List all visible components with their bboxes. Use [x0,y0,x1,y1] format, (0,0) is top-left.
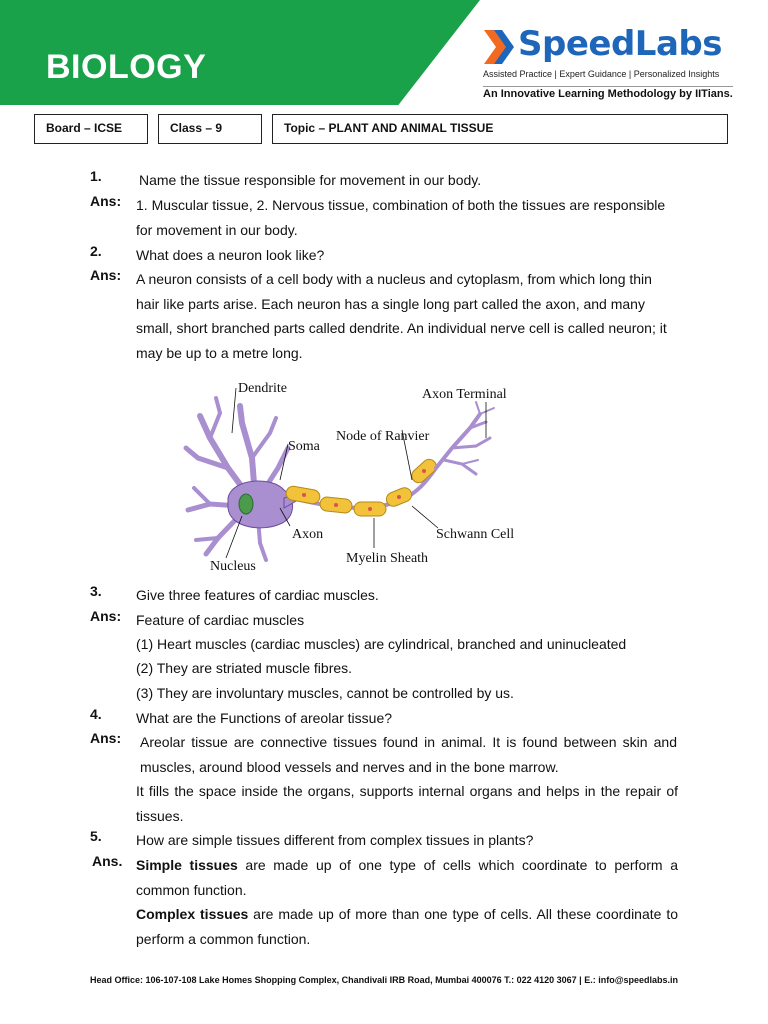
question-number: 4. [90,706,102,722]
label-dendrite: Dendrite [238,381,287,396]
label-axon: Axon [292,527,324,542]
simple-tissues-text: are made up of one type of cells which coordinate to perform a common function. [136,857,678,898]
answer-label: Ans. [92,853,123,869]
answer-intro: Feature of cardiac muscles [136,612,305,628]
question-text: What are the Functions of areolar tissue? [136,710,393,726]
board-box: Board – ICSE [34,114,148,144]
complex-tissues-text: are made up of more than one type of cells. All these coordinate to perform a common function. [136,906,678,947]
answer-text: 1. Muscular tissue, 2. Nervous tissue, combination of both the tissues are responsible for movement in our body. [136,197,666,238]
logo-tagline: Assisted Practice | Expert Guidance | Personalized Insights [483,69,720,79]
subject-title: BIOLOGY [46,48,207,86]
term-complex-tissues: Complex tissues [136,906,249,922]
question-text: Name the tissue responsible for movement in our body. [139,172,482,188]
question-number: 3. [90,583,102,599]
speedlabs-chevron-icon [482,26,516,68]
answer-text [136,853,678,902]
point-text: (2) They are striated muscle fibres. [136,660,353,676]
point-text: (3) They are involuntary muscles, cannot be controlled by us. [136,685,514,701]
answer-label: Ans: [90,608,122,624]
axon-terminal-branches [436,402,494,474]
answer-text [136,902,678,951]
myelin-sheath-segments [285,456,439,516]
topic-box: Topic – PLANT AND ANIMAL TISSUE [272,114,728,144]
label-soma: Soma [288,439,320,454]
nucleus-shape [239,494,253,514]
footer-address: Head Office: 106-107-108 Lake Homes Shopping Complex, Chandivali IRB Road, Mumbai 400076 T.: 022 4120 3067 | E.: info@speedlabs.in [90,975,678,985]
question-text: Give three features of cardiac muscles. [136,587,379,603]
answer-label: Ans: [90,267,122,283]
answer-text: It fills the space inside the organs, supports internal organs and helps in the repair of tissues. [136,783,678,824]
label-node-of-ranvier: Node of Ranvier [336,429,430,444]
neuron-diagram [180,378,530,574]
question-text: How are simple tissues different from complex tissues in plants? [136,832,534,848]
label-axon-terminal: Axon Terminal [422,387,507,402]
speedlabs-logo [480,22,733,102]
answer-label: Ans: [90,193,122,209]
question-number: 5. [90,828,102,844]
label-schwann-cell: Schwann Cell [436,527,515,542]
label-myelin-sheath: Myelin Sheath [346,551,429,566]
question-number: 1. [90,168,102,184]
label-nucleus: Nucleus [210,559,256,574]
class-box: Class – 9 [158,114,262,144]
answer-label: Ans: [90,730,122,746]
neuron-cell-body [186,398,298,560]
answer-text: Areolar tissue are connective tissues found in animal. It is found between skin and muscles, around blood vessels and nerves and in the bone marrow. [140,734,677,775]
answer-text: A neuron consists of a cell body with a nucleus and cytoplasm, from which long thin hair like parts arise. Each neuron has a single long part called the axon, and many small, short branched parts called dendrite. An individual nerve cell is called neuron; it may be up to a metre long. [136,271,667,361]
header-banner [0,0,768,105]
logo-slogan: An Innovative Learning Methodology by IITians. [483,88,733,100]
logo-name: SpeedLabs [518,24,722,64]
question-number: 2. [90,243,102,259]
term-simple-tissues: Simple tissues [136,857,238,873]
point-text: (1) Heart muscles (cardiac muscles) are cylindrical, branched and uninucleated [136,636,627,652]
question-text: What does a neuron look like? [136,247,325,263]
